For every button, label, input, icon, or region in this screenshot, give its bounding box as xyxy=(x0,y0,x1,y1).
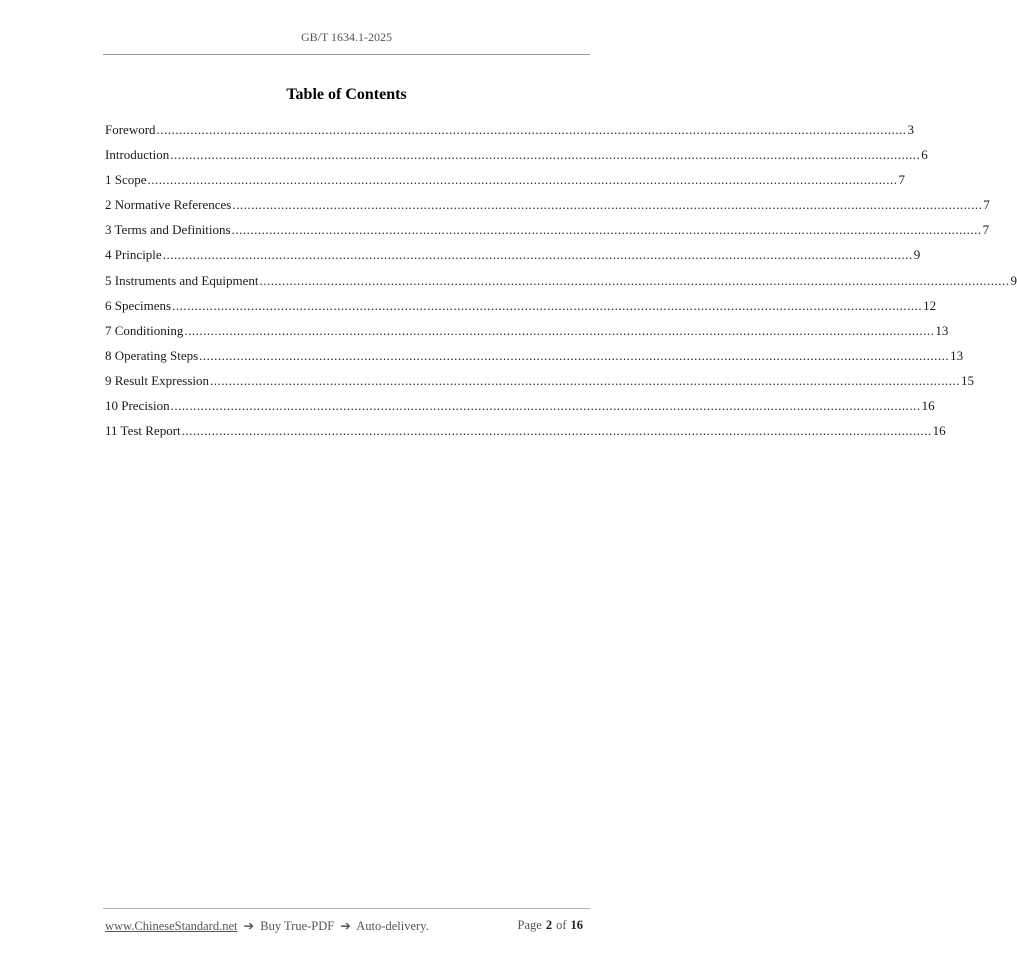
dot-leader: ........................................................................................................................................................................................................ xyxy=(156,122,907,137)
toc-entry-label: 9 Result Expression xyxy=(105,372,209,388)
toc-entry[interactable] xyxy=(105,397,935,422)
toc-entry-page: 6 xyxy=(921,147,928,163)
auto-delivery-text: Auto-delivery. xyxy=(356,919,429,933)
running-header: GB/T 1634.1-2025 xyxy=(300,30,393,44)
toc-entry-label: 2 Normative References xyxy=(105,197,232,213)
current-page-number: 2 xyxy=(545,918,553,932)
toc-entry-page: 7 xyxy=(898,172,906,188)
toc-entry-label: 3 Terms and Definitions xyxy=(105,222,231,238)
right-arrow-icon: ➔ xyxy=(340,919,351,933)
of-word: of xyxy=(556,918,567,932)
toc-entry-page: 7 xyxy=(983,197,990,213)
toc-entry-page: 9 xyxy=(1010,272,1017,288)
site-link[interactable]: www.ChineseStandard.net xyxy=(105,919,238,933)
dot-leader: ........................................................................................................................................................................................................ xyxy=(259,272,1010,288)
toc-entry[interactable] xyxy=(105,322,949,347)
toc-title: Table of Contents xyxy=(286,86,407,103)
dot-leader: ........................................................................................................................................................................................................ xyxy=(232,197,983,213)
right-arrow-icon: ➔ xyxy=(243,919,255,933)
footer-divider xyxy=(103,908,590,909)
toc-entry[interactable] xyxy=(105,347,964,372)
dot-leader: ........................................................................................................................................................................................................ xyxy=(199,347,950,363)
toc-entry-label: 6 Specimens xyxy=(105,297,172,313)
page-word: Page xyxy=(517,918,542,932)
toc-entry[interactable] xyxy=(105,422,946,447)
dot-leader: ........................................................................................................................................................................................................ xyxy=(147,172,898,188)
toc-entry[interactable] xyxy=(105,297,937,322)
toc-entry-label: 11 Test Report xyxy=(105,423,181,439)
toc-entry-page: 12 xyxy=(923,297,937,313)
toc-entry-label: 8 Operating Steps xyxy=(105,347,199,363)
toc-entry-page: 16 xyxy=(932,423,946,439)
dot-leader: ........................................................................................................................................................................................................ xyxy=(170,147,921,163)
toc-entry-page: 13 xyxy=(935,322,949,338)
toc-entry-label: 7 Conditioning xyxy=(105,322,184,338)
toc-entry[interactable] xyxy=(105,272,1017,297)
total-pages-number: 16 xyxy=(570,918,583,932)
toc-entry-label: Introduction xyxy=(105,147,170,163)
buy-true-pdf-text: Buy True-PDF xyxy=(260,919,335,933)
toc-entry-page: 7 xyxy=(982,222,990,238)
dot-leader: ........................................................................................................................................................................................................ xyxy=(181,423,932,439)
toc-entry[interactable] xyxy=(105,196,990,221)
footer-promo xyxy=(105,918,429,934)
dot-leader: ........................................................................................................................................................................................................ xyxy=(231,222,982,238)
toc-entry-label: 1 Scope xyxy=(105,172,147,188)
header-divider xyxy=(103,54,590,55)
dot-leader: ........................................................................................................................................................................................................ xyxy=(210,372,960,388)
dot-leader: ........................................................................................................................................................................................................ xyxy=(170,398,921,414)
toc-entry-page: 9 xyxy=(913,247,921,263)
toc-entry[interactable] xyxy=(105,146,928,171)
dot-leader: ........................................................................................................................................................................................................ xyxy=(172,297,923,313)
toc-entry-page: 13 xyxy=(950,347,964,363)
page-indicator xyxy=(518,918,587,934)
toc-entry-label: 4 Principle xyxy=(105,247,162,263)
toc-entry-page: 15 xyxy=(961,372,974,388)
toc-entry-page: 3 xyxy=(907,122,915,137)
toc-entry[interactable] xyxy=(105,246,921,271)
toc-entry-label: 10 Precision xyxy=(105,398,170,414)
toc-entry[interactable] xyxy=(105,121,915,146)
toc-entry-label: 5 Instruments and Equipment xyxy=(105,272,259,288)
toc-entry-label: Foreword xyxy=(105,122,156,137)
toc-entry[interactable] xyxy=(105,221,990,246)
dot-leader: ........................................................................................................................................................................................................ xyxy=(162,247,913,263)
dot-leader: ........................................................................................................................................................................................................ xyxy=(184,322,935,338)
toc-entry-page: 16 xyxy=(921,398,935,414)
toc-entry[interactable] xyxy=(105,372,974,397)
page-footer xyxy=(105,918,587,934)
table-of-contents xyxy=(105,121,1017,447)
toc-entry[interactable] xyxy=(105,171,906,196)
